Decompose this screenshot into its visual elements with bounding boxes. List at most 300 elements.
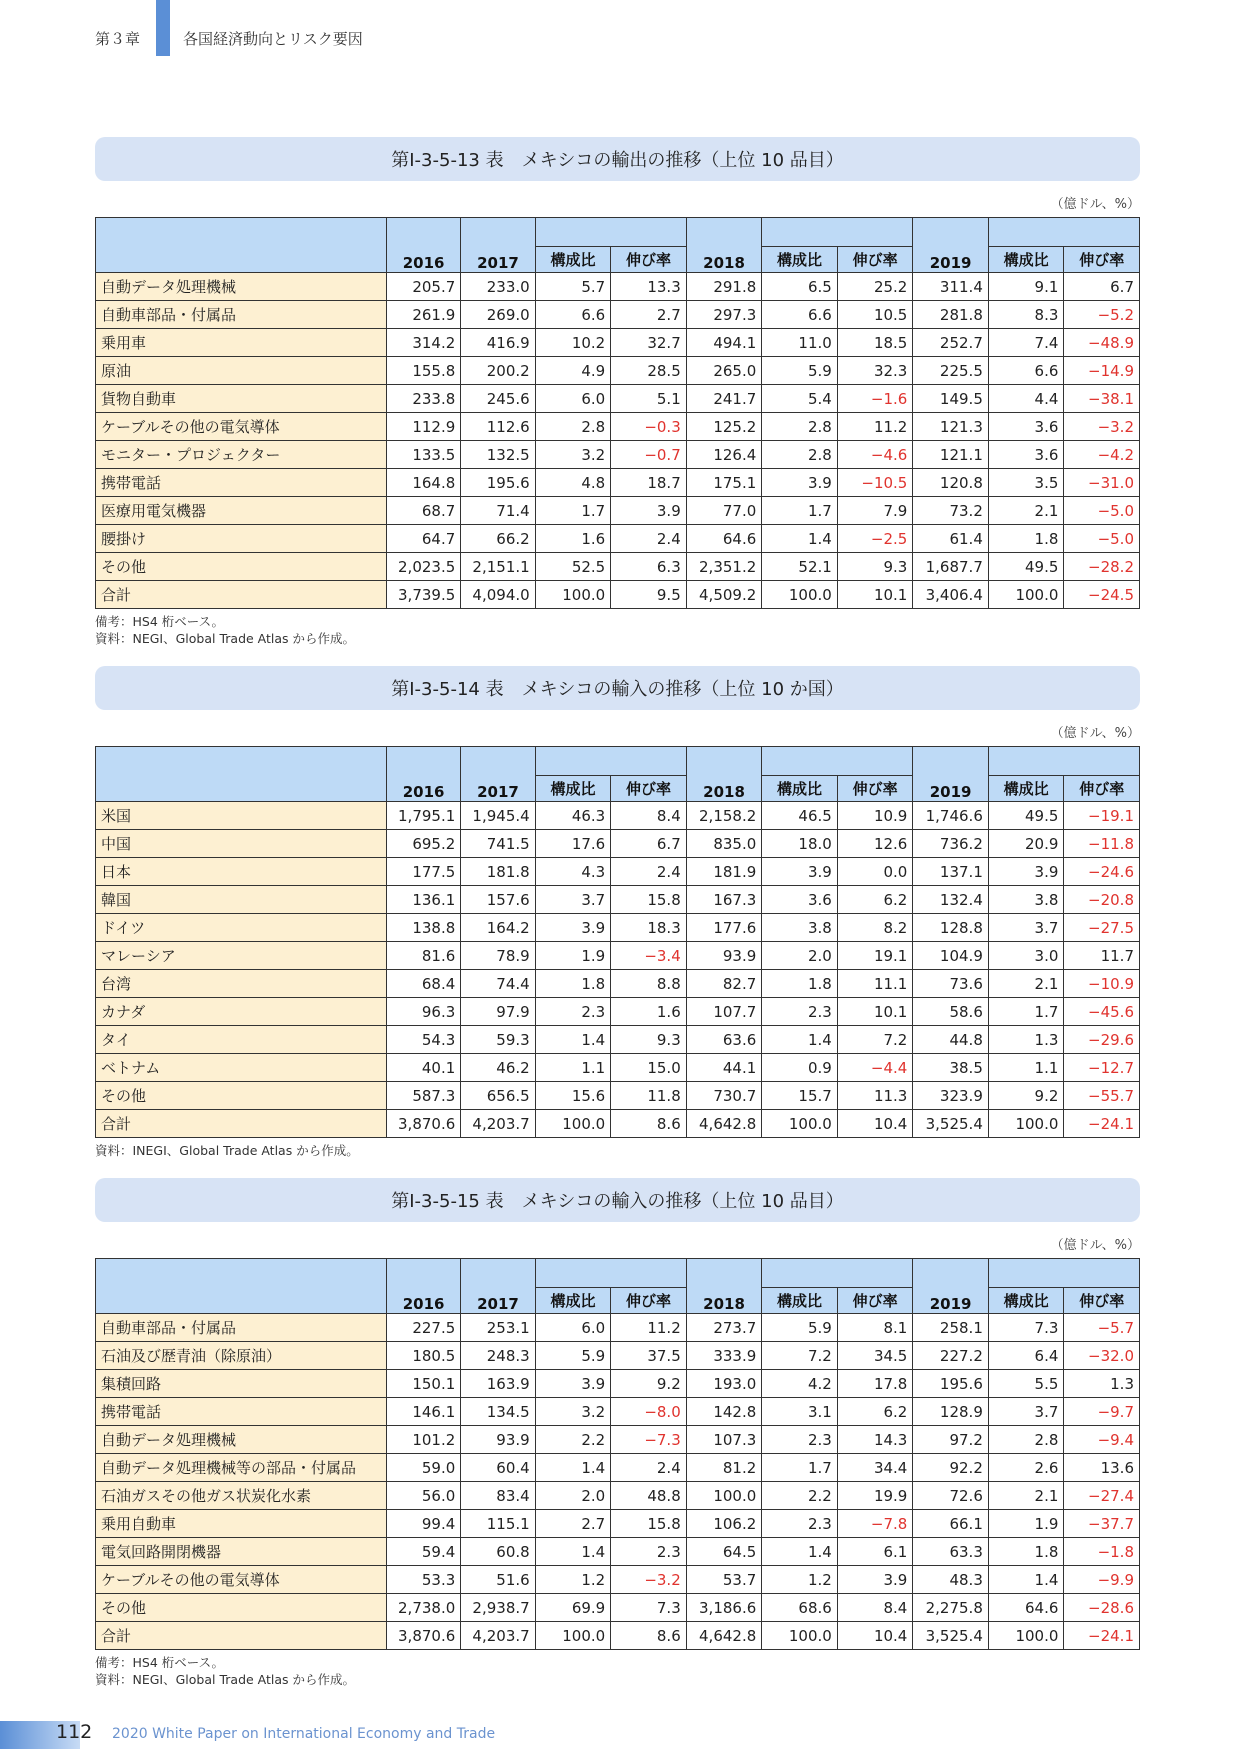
table-cell: 61.4 [913,525,989,553]
table-cell: 78.9 [461,942,535,970]
table-cell: 6.0 [535,385,611,413]
table-cell: 193.0 [686,1370,762,1398]
table-cell: 72.6 [913,1482,989,1510]
table-cell: 1,945.4 [461,802,535,830]
table-row [96,1454,1140,1482]
table-cell: 49.5 [988,802,1064,830]
table-cell: 3.9 [535,914,611,942]
table-cell: 10.1 [837,998,913,1026]
table-cell: 8.2 [837,914,913,942]
table-cell: 181.8 [461,858,535,886]
table-cell: 10.9 [837,802,913,830]
table-cell: 4,642.8 [686,1110,762,1138]
table-cell: 3,525.4 [913,1110,989,1138]
table-cell: 133.5 [386,441,460,469]
table-cell: 8.3 [988,301,1064,329]
row-label: 石油ガスその他ガス状炭化水素 [96,1482,387,1510]
table-cell: 4.8 [535,469,611,497]
table-cell: 167.3 [686,886,762,914]
table-cell: −9.9 [1064,1566,1140,1594]
table-cell: 101.2 [386,1426,460,1454]
table-cell: 323.9 [913,1082,989,1110]
header-share: 構成比 [535,247,611,273]
row-label: 中国 [96,830,387,858]
table-cell: 59.3 [461,1026,535,1054]
table-cell: 5.5 [988,1370,1064,1398]
header-2017: 2017 [461,218,535,273]
table-cell: −32.0 [1064,1342,1140,1370]
chapter-title: 各国経済動向とリスク要因 [183,30,363,48]
table-cell: −37.7 [1064,1510,1140,1538]
table-cell: 73.6 [913,970,989,998]
table-cell: 1.9 [535,942,611,970]
table-cell: 6.6 [535,301,611,329]
table-cell: 8.4 [837,1594,913,1622]
table-cell: 6.5 [762,273,838,301]
header-corner [96,1259,387,1314]
table-cell: 157.6 [461,886,535,914]
table-cell: 38.5 [913,1054,989,1082]
table-cell: 6.7 [1064,273,1140,301]
table-cell: 205.7 [386,273,460,301]
table-cell: 19.1 [837,942,913,970]
table-cell: 20.9 [988,830,1064,858]
table-cell: 9.2 [611,1370,687,1398]
table-cell: 3.2 [535,1398,611,1426]
table-cell: 11.2 [837,413,913,441]
table-cell: 64.7 [386,525,460,553]
table-cell: 37.5 [611,1342,687,1370]
table-cell: 81.6 [386,942,460,970]
table-cell: 2.8 [762,413,838,441]
table-cell: 7.2 [762,1342,838,1370]
table-cell: 736.2 [913,830,989,858]
row-label: 米国 [96,802,387,830]
table-cell: −1.6 [837,385,913,413]
table-cell: −7.8 [837,1510,913,1538]
table-row [96,273,1140,301]
table-row [96,357,1140,385]
header-growth: 伸び率 [1064,776,1140,802]
table-cell: 1.3 [1064,1370,1140,1398]
table-cell: 74.4 [461,970,535,998]
table-cell: 587.3 [386,1082,460,1110]
table-cell: −24.1 [1064,1110,1140,1138]
table-cell: 2,738.0 [386,1594,460,1622]
table-cell: 83.4 [461,1482,535,1510]
table-cell: −27.4 [1064,1482,1140,1510]
table-cell: 15.6 [535,1082,611,1110]
table-cell: 2.1 [988,1482,1064,1510]
table-cell: 73.2 [913,497,989,525]
table-cell: −28.2 [1064,553,1140,581]
header-share: 構成比 [762,776,838,802]
table-cell: 15.7 [762,1082,838,1110]
table-cell: 1.9 [988,1510,1064,1538]
table-cell: 1.8 [988,525,1064,553]
table-cell: 656.5 [461,1082,535,1110]
table-cell: 15.8 [611,886,687,914]
table-cell: 835.0 [686,830,762,858]
table-cell: 8.1 [837,1314,913,1342]
table-cell: 92.2 [913,1454,989,1482]
table-row [96,998,1140,1026]
table-cell: 18.7 [611,469,687,497]
header-share: 構成比 [762,247,838,273]
table-row [96,1594,1140,1622]
table-cell: 2.3 [611,1538,687,1566]
header-2018: 2018 [686,218,762,273]
table-cell: 4.3 [535,858,611,886]
table-cell: 175.1 [686,469,762,497]
table-cell: 128.9 [913,1398,989,1426]
table-cell: 100.0 [988,1110,1064,1138]
table-cell: 66.1 [913,1510,989,1538]
row-label: 韓国 [96,886,387,914]
table-cell: −24.5 [1064,581,1140,609]
table-cell: 2,351.2 [686,553,762,581]
table-cell: 2.8 [535,413,611,441]
table-cell: −3.2 [611,1566,687,1594]
table-cell: 149.5 [913,385,989,413]
table-cell: 253.1 [461,1314,535,1342]
header-share: 構成比 [988,1288,1064,1314]
row-label: マレーシア [96,942,387,970]
table-cell: 77.0 [686,497,762,525]
table-cell: 3,525.4 [913,1622,989,1650]
table-cell: 34.4 [837,1454,913,1482]
table-cell: 1.8 [762,970,838,998]
table-cell: 3,186.6 [686,1594,762,1622]
table-cell: 3.9 [988,858,1064,886]
table-cell: 2.8 [988,1426,1064,1454]
table-cell: 164.8 [386,469,460,497]
table-cell: 81.2 [686,1454,762,1482]
table-cell: 1,746.6 [913,802,989,830]
row-label: その他 [96,553,387,581]
table-cell: 177.5 [386,858,460,886]
table-row [96,942,1140,970]
table-cell: 6.3 [611,553,687,581]
table-row [96,1054,1140,1082]
table-cell: 0.9 [762,1054,838,1082]
table-cell: 71.4 [461,497,535,525]
table-cell: 4.4 [988,385,1064,413]
table-cell: 53.7 [686,1566,762,1594]
table-cell: 1.4 [762,1538,838,1566]
table-cell: 1.7 [535,497,611,525]
header-2016: 2016 [386,1259,460,1314]
table-cell: 3.8 [762,914,838,942]
table-row [96,413,1140,441]
table-row [96,1082,1140,1110]
row-label: 携帯電話 [96,1398,387,1426]
table-cell: −48.9 [1064,329,1140,357]
table-cell: 2,275.8 [913,1594,989,1622]
data-table [95,217,1140,609]
table-cell: −11.8 [1064,830,1140,858]
table-cell: 3.7 [988,914,1064,942]
table-cell: 2.3 [762,998,838,1026]
table-cell: 3.8 [988,886,1064,914]
table-row [96,553,1140,581]
table-cell: −4.4 [837,1054,913,1082]
chapter-header [0,0,1241,56]
header-spacer [988,1259,1139,1288]
table-cell: 64.5 [686,1538,762,1566]
header-2016: 2016 [386,747,460,802]
table-cell: 13.3 [611,273,687,301]
table-cell: 6.7 [611,830,687,858]
table-cell: 311.4 [913,273,989,301]
table-cell: 1.1 [988,1054,1064,1082]
table-row [96,1398,1140,1426]
table-cell: 5.4 [762,385,838,413]
table-cell: 225.5 [913,357,989,385]
table-cell: 5.9 [762,1314,838,1342]
row-label: 石油及び歴青油（除原油） [96,1342,387,1370]
table-cell: −10.5 [837,469,913,497]
table-cell: 4,642.8 [686,1622,762,1650]
table-cell: 7.2 [837,1026,913,1054]
table-cell: 68.4 [386,970,460,998]
table-cell: 53.3 [386,1566,460,1594]
table-cell: 164.2 [461,914,535,942]
header-row-years [96,1259,1140,1288]
table-cell: 2.4 [611,1454,687,1482]
table-cell: 18.0 [762,830,838,858]
table-cell: −9.7 [1064,1398,1140,1426]
header-share: 構成比 [988,776,1064,802]
table-cell: 8.6 [611,1622,687,1650]
table-cell: 281.8 [913,301,989,329]
table-cell: 100.0 [988,1622,1064,1650]
table-cell: 63.6 [686,1026,762,1054]
row-label: 台湾 [96,970,387,998]
header-spacer [988,218,1139,247]
table-cell: 93.9 [686,942,762,970]
table-cell: 3.6 [988,413,1064,441]
table-cell: 2.0 [535,1482,611,1510]
header-growth: 伸び率 [611,1288,687,1314]
table-cell: 241.7 [686,385,762,413]
table-row [96,1110,1140,1138]
table-row [96,301,1140,329]
table-row [96,581,1140,609]
header-growth: 伸び率 [611,247,687,273]
table-cell: 25.2 [837,273,913,301]
header-spacer [762,1259,913,1288]
table-cell: 10.4 [837,1622,913,1650]
table-cell: 128.8 [913,914,989,942]
source-note: 資料：NEGI、Global Trade Atlas から作成。 [95,631,356,646]
row-label: 自動車部品・付属品 [96,301,387,329]
table-cell: 13.6 [1064,1454,1140,1482]
table-cell: −0.7 [611,441,687,469]
table-cell: 494.1 [686,329,762,357]
table-cell: 52.5 [535,553,611,581]
header-2019: 2019 [913,1259,989,1314]
table-cell: 10.1 [837,581,913,609]
table-cell: 291.8 [686,273,762,301]
table-cell: 7.9 [837,497,913,525]
row-label: 日本 [96,858,387,886]
table-cell: 97.2 [913,1426,989,1454]
table-cell: 2,023.5 [386,553,460,581]
table-cell: 1.2 [535,1566,611,1594]
table-cell: 10.5 [837,301,913,329]
table-cell: 5.1 [611,385,687,413]
table-cell: 100.0 [535,581,611,609]
table-cell: 2.8 [762,441,838,469]
table-cell: 4.2 [762,1370,838,1398]
row-label: 合計 [96,581,387,609]
source-note: 資料：INEGI、Global Trade Atlas から作成。 [95,1143,359,1158]
table-cell: 2.2 [762,1482,838,1510]
table-cell: 1.4 [988,1566,1064,1594]
table-cell: 5.7 [535,273,611,301]
table-cell: 6.4 [988,1342,1064,1370]
table-row [96,1622,1140,1650]
table-cell: 9.5 [611,581,687,609]
unit-label: （億ドル、%） [1050,1238,1140,1253]
table-cell: 3.9 [837,1566,913,1594]
table-cell: 100.0 [535,1622,611,1650]
table-cell: 1.4 [762,1026,838,1054]
table-cell: 100.0 [762,1110,838,1138]
header-growth: 伸び率 [837,1288,913,1314]
header-spacer [535,1259,686,1288]
row-label: 乗用自動車 [96,1510,387,1538]
table-cell: 3.6 [762,886,838,914]
table-cell: 265.0 [686,357,762,385]
header-share: 構成比 [988,247,1064,273]
table-cell: 121.3 [913,413,989,441]
table-cell: 248.3 [461,1342,535,1370]
table-cell: 2,158.2 [686,802,762,830]
table-cell: −31.0 [1064,469,1140,497]
table-cell: 10.2 [535,329,611,357]
table-row [96,1538,1140,1566]
table-cell: 44.1 [686,1054,762,1082]
table-cell: 1.4 [535,1026,611,1054]
table-cell: 2.7 [611,301,687,329]
row-label: 電気回路開閉機器 [96,1538,387,1566]
table-cell: 17.8 [837,1370,913,1398]
table-cell: −4.6 [837,441,913,469]
header-growth: 伸び率 [611,776,687,802]
table-cell: −24.1 [1064,1622,1140,1650]
table-row [96,1426,1140,1454]
row-label: 腰掛け [96,525,387,553]
table-cell: 11.3 [837,1082,913,1110]
table-cell: 3,739.5 [386,581,460,609]
table-cell: 252.7 [913,329,989,357]
table-cell: 46.2 [461,1054,535,1082]
header-corner [96,747,387,802]
table-row [96,385,1140,413]
table-cell: 273.7 [686,1314,762,1342]
table-cell: 2.3 [535,998,611,1026]
row-label: ケーブルその他の電気導体 [96,1566,387,1594]
table-cell: 125.2 [686,413,762,441]
table-cell: 177.6 [686,914,762,942]
table-cell: 2.1 [988,970,1064,998]
row-label: 貨物自動車 [96,385,387,413]
table-cell: 49.5 [988,553,1064,581]
table-cell: −28.6 [1064,1594,1140,1622]
table-cell: 52.1 [762,553,838,581]
table-cell: 11.1 [837,970,913,998]
table-cell: 314.2 [386,329,460,357]
table-cell: 741.5 [461,830,535,858]
table-cell: 6.6 [988,357,1064,385]
table-cell: 1.3 [988,1026,1064,1054]
header-2018: 2018 [686,747,762,802]
table-cell: 68.6 [762,1594,838,1622]
table-cell: 1.7 [988,998,1064,1026]
table-cell: 2.6 [988,1454,1064,1482]
table-section-imports-by-product [95,1178,1140,1688]
table-cell: 258.1 [913,1314,989,1342]
table-cell: −38.1 [1064,385,1140,413]
table-cell: 2,151.1 [461,553,535,581]
chapter-accent-bar [156,0,170,56]
table-cell: −3.2 [1064,413,1140,441]
table-cell: 100.0 [535,1110,611,1138]
table-cell: 2.1 [988,497,1064,525]
table-cell: −1.8 [1064,1538,1140,1566]
table-cell: −3.4 [611,942,687,970]
table-cell: 48.3 [913,1566,989,1594]
table-cell: 3.2 [535,441,611,469]
data-table [95,1258,1140,1650]
table-row [96,1342,1140,1370]
table-cell: −7.3 [611,1426,687,1454]
header-spacer [535,218,686,247]
table-cell: 48.8 [611,1482,687,1510]
table-cell: 126.4 [686,441,762,469]
table-section-imports-by-country [95,666,1140,1159]
table-cell: 2.7 [535,1510,611,1538]
table-row [96,525,1140,553]
source-note: 資料：NEGI、Global Trade Atlas から作成。 [95,1672,356,1687]
table-cell: 54.3 [386,1026,460,1054]
table-cell: 3,870.6 [386,1110,460,1138]
source-note: 備考：HS4 桁ベース。 [95,614,225,629]
table-cell: 730.7 [686,1082,762,1110]
table-cell: 132.5 [461,441,535,469]
table-cell: −27.5 [1064,914,1140,942]
table-cell: 99.4 [386,1510,460,1538]
table-cell: 100.0 [686,1482,762,1510]
header-2017: 2017 [461,1259,535,1314]
table-cell: −55.7 [1064,1082,1140,1110]
table-cell: 1.1 [535,1054,611,1082]
table-cell: 44.8 [913,1026,989,1054]
table-cell: −14.9 [1064,357,1140,385]
table-cell: 120.8 [913,469,989,497]
table-row [96,830,1140,858]
table-cell: 59.4 [386,1538,460,1566]
row-label: ケーブルその他の電気導体 [96,413,387,441]
table-row [96,914,1140,942]
table-cell: 115.1 [461,1510,535,1538]
row-label: 自動車部品・付属品 [96,1314,387,1342]
header-2019: 2019 [913,218,989,273]
table-cell: 60.4 [461,1454,535,1482]
table-cell: 6.0 [535,1314,611,1342]
